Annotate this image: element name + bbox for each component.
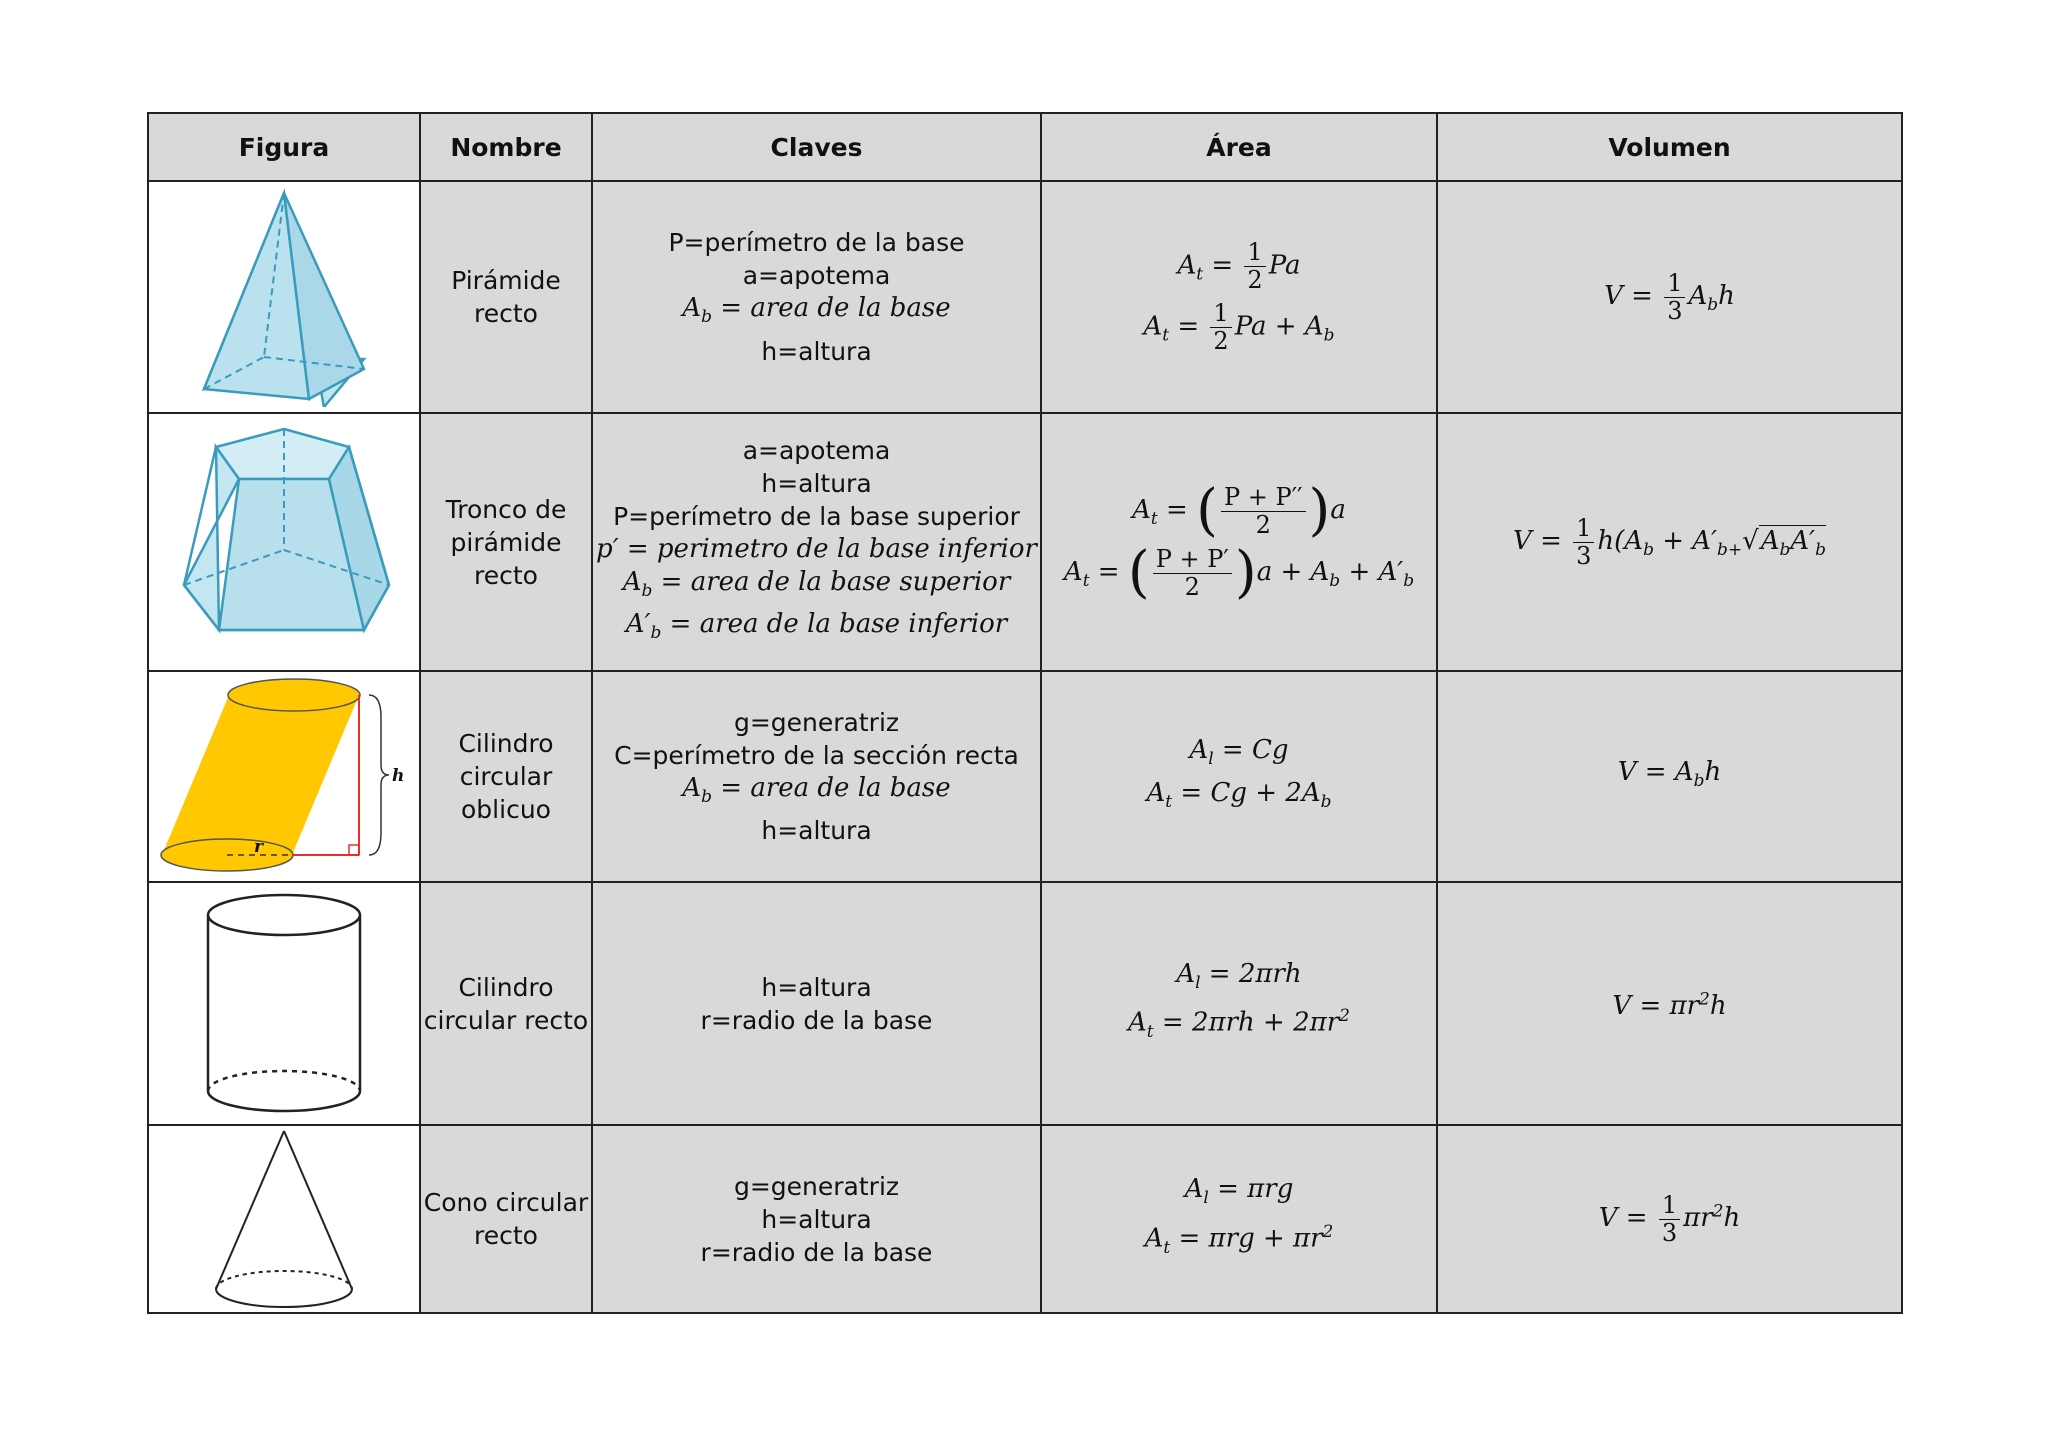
- area-formula: $A_t$ = ( $\frac{P + P'}{2}$ )$a + A_b + A'_b$: [1063, 540, 1415, 605]
- clave-line: g=generatriz: [733, 1171, 900, 1201]
- nombre-line: Cilindro: [458, 972, 554, 1002]
- area-formula: $A_l = \pi rg$: [1184, 1174, 1294, 1209]
- area-formula: $A_t = 2\pi rh + 2\pi r^2$: [1128, 1006, 1350, 1043]
- volumen-cell: [1437, 181, 1902, 413]
- volumen-cell: [1437, 1125, 1902, 1313]
- area-formula: $A_t$ = $\frac{1}{2}$ Pa: [1177, 238, 1301, 294]
- table-row: [148, 882, 1902, 1125]
- nombre-line: Cilindro: [458, 729, 554, 758]
- clave-line: g=generatriz: [733, 707, 900, 737]
- header-area: Área: [1041, 113, 1437, 181]
- header-nombre: Nombre: [420, 113, 592, 181]
- nombre-cell: [420, 1125, 592, 1313]
- table-row: [148, 413, 1902, 671]
- cylinder-icon: [199, 889, 369, 1119]
- frustum-figure: [148, 413, 420, 671]
- nombre-line: Tronco de: [445, 494, 567, 524]
- volume-formula: V = $\frac{1}{3}$ $A_bh$: [1604, 268, 1735, 325]
- oblique-cylinder-figure: [148, 671, 420, 882]
- volume-formula: $V = \pi r^2h$: [1612, 989, 1727, 1022]
- clave-math: p′ = perimetro de la base inferior: [596, 533, 1037, 564]
- claves-cell: [592, 671, 1041, 882]
- nombre-cell: [420, 181, 592, 413]
- cone-icon: [209, 1127, 359, 1312]
- clave-line: P=perímetro de la base superior: [613, 501, 1020, 531]
- nombre-line: Pirámide: [451, 266, 561, 295]
- nombre-line: Cono circular: [423, 1188, 589, 1217]
- header-volumen: Volumen: [1437, 113, 1902, 181]
- clave-line: r=radio de la base: [700, 1005, 933, 1035]
- area-cell: [1041, 1125, 1437, 1313]
- clave-math-ab: $A_b$ = area de la base: [682, 293, 951, 328]
- area-cell: [1041, 181, 1437, 413]
- pyramid-figure: [148, 181, 420, 413]
- nombre-line: oblicuo: [461, 795, 551, 824]
- volumen-cell: [1437, 413, 1902, 671]
- table-row: [148, 181, 1902, 413]
- nombre-line: recto: [474, 1221, 538, 1250]
- clave-line: h=altura: [761, 972, 872, 1002]
- header-figura: Figura: [148, 113, 420, 181]
- geometry-formula-table: [147, 112, 1903, 1314]
- volumen-cell: [1437, 882, 1902, 1125]
- area-formula: $A_t$ = $\frac{1}{2}$ $Pa + A_b$: [1143, 299, 1335, 355]
- volume-formula: V = $\frac{1}{3}$ $\pi r^2h$: [1598, 1190, 1741, 1247]
- claves-cell: [592, 413, 1041, 671]
- volume-formula: $V = A_bh$: [1617, 756, 1722, 792]
- area-cell: [1041, 413, 1437, 671]
- cone-figure: [148, 1125, 420, 1313]
- claves-cell: [592, 181, 1041, 413]
- area-cell: [1041, 671, 1437, 882]
- nombre-cell: [420, 413, 592, 671]
- area-formula: $A_t = Cg + 2A_b$: [1146, 777, 1332, 812]
- clave-line: h=altura: [761, 468, 872, 498]
- clave-math-ab: $A_b$ = area de la base: [682, 772, 951, 808]
- clave-line: a=apotema: [742, 435, 891, 465]
- oblique-cylinder-icon: [159, 677, 409, 877]
- clave-line: h=altura: [761, 816, 872, 846]
- cylinder-figure: [148, 882, 420, 1125]
- clave-line: h=altura: [761, 1204, 872, 1234]
- clave-math: $A'_b$ = area de la base inferior: [625, 609, 1008, 644]
- nombre-line: circular recto: [423, 1005, 589, 1035]
- area-formula: $A_t$ = ( $\frac{P + P''}{2}$ )a: [1132, 478, 1346, 543]
- clave-line: C=perímetro de la sección recta: [614, 740, 1019, 770]
- area-formula: $A_l = 2\pi rh$: [1176, 958, 1302, 994]
- nombre-line: recto: [474, 299, 538, 328]
- area-formula: $A_l = Cg$: [1189, 735, 1289, 770]
- claves-cell: [592, 1125, 1041, 1313]
- volumen-cell: [1437, 671, 1902, 882]
- nombre-line: pirámide: [450, 527, 562, 557]
- area-formula: $A_t = \pi rg + \pi r^2$: [1144, 1221, 1334, 1258]
- nombre-cell: [420, 882, 592, 1125]
- height-label: h: [392, 765, 405, 786]
- header-row: [148, 113, 1902, 181]
- clave-math: $A_b$ = area de la base superior: [622, 566, 1011, 601]
- volume-formula: V = $\frac{1}{3}$ $h(A_b + A'_{b+}√A_bA'_b$: [1513, 513, 1826, 570]
- clave-line: P=perímetro de la base: [668, 228, 965, 258]
- nombre-line: circular: [459, 762, 553, 791]
- table-row: [148, 1125, 1902, 1313]
- area-cell: [1041, 882, 1437, 1125]
- clave-line: r=radio de la base: [700, 1237, 933, 1267]
- table-row: [148, 671, 1902, 882]
- frustum-icon: [164, 425, 404, 660]
- clave-line: h=altura: [761, 336, 872, 366]
- nombre-cell: [420, 671, 592, 882]
- clave-line: a=apotema: [742, 261, 891, 291]
- nombre-line: recto: [474, 560, 538, 590]
- header-claves: Claves: [592, 113, 1041, 181]
- radius-label: r: [254, 836, 263, 857]
- pyramid-icon: [184, 187, 384, 407]
- claves-cell: [592, 882, 1041, 1125]
